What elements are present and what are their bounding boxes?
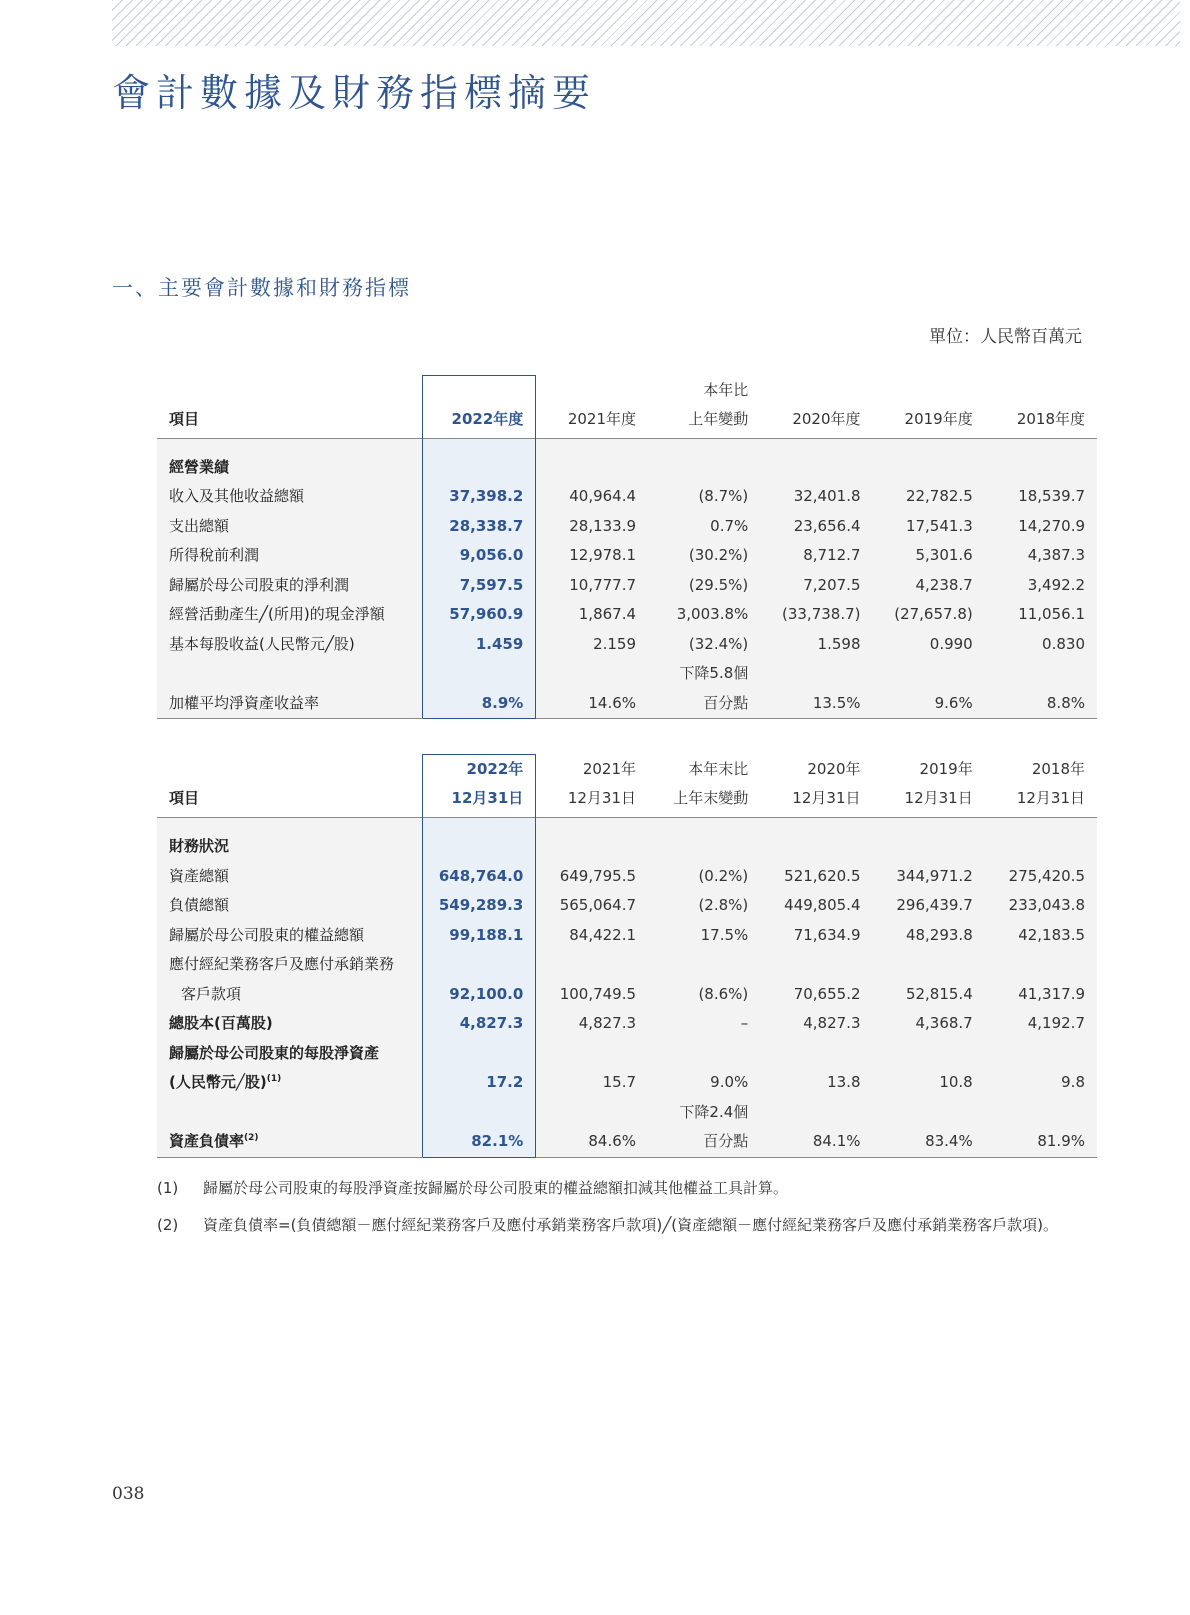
table-row bbox=[157, 600, 1097, 630]
cell-2021: 100,749.5 bbox=[559, 984, 637, 1003]
cell-2020: 13.5% bbox=[760, 689, 872, 719]
row-label-line1: 歸屬於母公司股東的每股淨資產 bbox=[169, 1043, 380, 1062]
table-header-row bbox=[157, 376, 1097, 439]
cell-2022: 4,827.3 bbox=[423, 1009, 536, 1039]
cell-2018: 233,043.8 bbox=[1008, 896, 1085, 914]
cell-2022: 99,188.1 bbox=[423, 921, 536, 951]
financial-position-table bbox=[157, 754, 1097, 1158]
cell-change: (2.8%) bbox=[698, 896, 749, 914]
cell-2020: 7,207.5 bbox=[803, 575, 861, 594]
cell-2020: 84.1% bbox=[760, 1127, 872, 1157]
cell-2021: 565,064.7 bbox=[559, 896, 637, 914]
footnotes bbox=[157, 1175, 1097, 1249]
cell-2019: 10.8 bbox=[939, 1073, 973, 1091]
cell-change-line2: 百分點 bbox=[648, 1127, 760, 1157]
cell-2018: 3,492.2 bbox=[1027, 575, 1085, 594]
cell-2021: 84.6% bbox=[536, 1127, 648, 1157]
page-number: 038 bbox=[112, 1484, 145, 1504]
cell-2021: 649,795.5 bbox=[559, 866, 637, 885]
header-2021: 2021年度 bbox=[567, 409, 637, 428]
cell-2022: 8.9% bbox=[423, 689, 536, 719]
table-row bbox=[157, 512, 1097, 542]
cell-2018: 0.830 bbox=[1042, 634, 1085, 653]
cell-2019: 52,815.4 bbox=[905, 984, 973, 1003]
cell-2020: 449,805.4 bbox=[784, 896, 861, 914]
header-2019: 2019年 12月31日 bbox=[904, 760, 973, 807]
cell-2020: 8,712.7 bbox=[803, 546, 861, 564]
table-row bbox=[157, 1127, 1097, 1157]
section-label: 財務狀況 bbox=[169, 837, 230, 855]
footnote-text: 資產負債率=(負債總額－應付經紀業務客戶及應付承銷業務客戶款項)╱(資產總額－應付經紀業務客戶及應付承銷業務客戶款項)。 bbox=[203, 1216, 1059, 1234]
cell-change: (8.7%) bbox=[698, 487, 749, 505]
row-label-line1: 應付經紀業務客戶及應付承銷業務 bbox=[169, 955, 395, 973]
cell-2022: 37,398.2 bbox=[423, 482, 536, 512]
cell-2019: 4,368.7 bbox=[915, 1014, 973, 1032]
cell-2022: 28,338.7 bbox=[423, 512, 536, 542]
cell-2020: 521,620.5 bbox=[784, 866, 861, 885]
section-title: 一、主要會計數據和財務指標 bbox=[112, 276, 411, 300]
row-label: 支出總額 bbox=[169, 516, 230, 535]
table-row bbox=[157, 891, 1097, 921]
cell-2018: 9.8 bbox=[1061, 1073, 1085, 1091]
cell-2019: 4,238.7 bbox=[915, 575, 973, 594]
header-change: 本年比 上年變動 bbox=[688, 380, 749, 428]
cell-2019: 0.990 bbox=[929, 634, 973, 653]
cell-change: 0.7% bbox=[710, 516, 749, 535]
cell-2022: 92,100.0 bbox=[423, 980, 536, 1010]
row-label-line2: 客戶款項 bbox=[181, 984, 242, 1003]
row-label-line2: (人民幣元╱股)$^{(1)}$ bbox=[169, 1073, 282, 1091]
cell-2019: 22,782.5 bbox=[905, 487, 973, 505]
row-label: 資產總額 bbox=[169, 866, 230, 885]
cell-change: (29.5%) bbox=[688, 575, 749, 594]
cell-change: (30.2%) bbox=[688, 546, 749, 564]
cell-change: 3,003.8% bbox=[676, 605, 749, 623]
cell-2021: 40,964.4 bbox=[569, 487, 637, 505]
table-row bbox=[157, 659, 1097, 689]
cell-change: (8.6%) bbox=[698, 984, 749, 1003]
table-row bbox=[157, 630, 1097, 660]
cell-2018: 4,192.7 bbox=[1027, 1014, 1085, 1032]
cell-2020: 32,401.8 bbox=[793, 487, 861, 505]
header-2021: 2021年 12月31日 bbox=[567, 760, 637, 807]
footnote-number: (2) bbox=[157, 1216, 179, 1234]
row-label: 經營活動產生╱(所用)的現金淨額 bbox=[169, 605, 385, 623]
cell-change: – bbox=[740, 1014, 749, 1032]
cell-2022: 549,289.3 bbox=[423, 891, 536, 921]
cell-2022: 9,056.0 bbox=[423, 541, 536, 571]
header-item: 項目 bbox=[169, 409, 200, 428]
header-2022: 2022年度 bbox=[423, 376, 536, 439]
footnote-text: 歸屬於母公司股東的每股淨資產按歸屬於母公司股東的權益總額扣減其他權益工具計算。 bbox=[203, 1179, 789, 1197]
cell-2019: 17,541.3 bbox=[905, 516, 973, 535]
cell-change-line1: 下降2.4個 bbox=[679, 1102, 749, 1121]
cell-2018: 11,056.1 bbox=[1018, 605, 1085, 623]
cell-2018: 42,183.5 bbox=[1018, 925, 1085, 944]
header-2019: 2019年度 bbox=[904, 409, 973, 428]
table-row bbox=[157, 1068, 1097, 1098]
cell-2019: 48,293.8 bbox=[905, 925, 973, 944]
table-row bbox=[157, 689, 1097, 719]
header-2022: 2022年 12月31日 bbox=[423, 755, 536, 818]
cell-2021: 4,827.3 bbox=[578, 1014, 637, 1032]
cell-2018: 81.9% bbox=[985, 1127, 1097, 1157]
cell-2019: 83.4% bbox=[873, 1127, 985, 1157]
header-2020: 2020年度 bbox=[792, 409, 861, 428]
cell-2021: 14.6% bbox=[536, 689, 648, 719]
table-row bbox=[157, 1098, 1097, 1128]
cell-2021: 28,133.9 bbox=[569, 516, 637, 535]
row-label: 所得稅前利潤 bbox=[169, 546, 260, 564]
cell-change-line1: 下降5.8個 bbox=[679, 664, 749, 682]
header-item: 項目 bbox=[169, 789, 200, 807]
table-row bbox=[157, 862, 1097, 892]
cell-2021: 12,978.1 bbox=[569, 546, 637, 564]
cell-2020: 13.8 bbox=[827, 1073, 861, 1091]
cell-2019: (27,657.8) bbox=[894, 605, 973, 623]
cell-2021: 2.159 bbox=[593, 634, 637, 653]
cell-2020: 71,634.9 bbox=[793, 925, 861, 944]
row-label: 負債總額 bbox=[169, 896, 230, 914]
unit-label: 單位：人民幣百萬元 bbox=[929, 327, 1082, 347]
table-row bbox=[157, 1039, 1097, 1069]
row-label: 收入及其他收益總額 bbox=[169, 487, 305, 505]
row-label: 資產負債率$^{(2)}$ bbox=[157, 1127, 423, 1157]
cell-2020: (33,738.7) bbox=[781, 605, 861, 623]
cell-2022: 82.1% bbox=[423, 1127, 536, 1157]
cell-change: 9.0% bbox=[710, 1073, 749, 1091]
row-label: 歸屬於母公司股東的淨利潤 bbox=[169, 575, 350, 594]
cell-2018: 14,270.9 bbox=[1018, 516, 1085, 535]
table-row bbox=[157, 1009, 1097, 1039]
cell-2019: 296,439.7 bbox=[896, 896, 973, 914]
cell-2022: 17.2 bbox=[423, 1068, 536, 1098]
cell-2022: 1.459 bbox=[423, 630, 536, 660]
cell-2022: 648,764.0 bbox=[423, 862, 536, 892]
table-header-row bbox=[157, 755, 1097, 818]
table-row bbox=[157, 571, 1097, 601]
cell-2021: 84,422.1 bbox=[569, 925, 637, 944]
footnote bbox=[157, 1212, 1097, 1239]
row-label: 歸屬於母公司股東的權益總額 bbox=[169, 925, 365, 944]
operating-results-table bbox=[157, 375, 1097, 719]
table-row bbox=[157, 980, 1097, 1010]
cell-2019: 5,301.6 bbox=[915, 546, 973, 564]
table-row bbox=[157, 950, 1097, 980]
cell-2018: 4,387.3 bbox=[1027, 546, 1085, 564]
header-2018: 2018年度 bbox=[1016, 409, 1085, 428]
header-hatch-band bbox=[112, 0, 1180, 46]
section-label: 經營業績 bbox=[169, 457, 230, 476]
row-label: 加權平均淨資產收益率 bbox=[157, 689, 423, 719]
cell-2020: 4,827.3 bbox=[803, 1014, 861, 1032]
header-change: 本年末比 上年末變動 bbox=[673, 760, 749, 807]
cell-2018: 275,420.5 bbox=[1008, 866, 1085, 885]
cell-change: 17.5% bbox=[700, 925, 749, 944]
cell-2019: 9.6% bbox=[873, 689, 985, 719]
cell-2021: 1,867.4 bbox=[578, 605, 637, 623]
cell-2018: 41,317.9 bbox=[1018, 984, 1085, 1003]
cell-change: (32.4%) bbox=[688, 634, 749, 653]
section-row bbox=[157, 832, 1097, 862]
cell-2018: 8.8% bbox=[985, 689, 1097, 719]
footnote-number: (1) bbox=[157, 1179, 179, 1197]
footnote-ref: (2) bbox=[244, 1133, 259, 1143]
section-row bbox=[157, 453, 1097, 483]
cell-2021: 15.7 bbox=[602, 1073, 637, 1091]
cell-change-line2: 百分點 bbox=[648, 689, 760, 719]
cell-2019: 344,971.2 bbox=[896, 866, 973, 885]
footnote bbox=[157, 1175, 1097, 1202]
cell-2020: 23,656.4 bbox=[793, 516, 861, 535]
cell-2020: 1.598 bbox=[817, 634, 861, 653]
cell-2018: 18,539.7 bbox=[1018, 487, 1085, 505]
cell-2020: 70,655.2 bbox=[793, 984, 861, 1003]
cell-change: (0.2%) bbox=[698, 866, 749, 885]
table-row bbox=[157, 921, 1097, 951]
cell-2021: 10,777.7 bbox=[569, 575, 637, 594]
page-title: 會計數據及財務指標摘要 bbox=[112, 71, 597, 115]
footnote-ref: (1) bbox=[266, 1074, 282, 1084]
header-2018: 2018年 12月31日 bbox=[1016, 760, 1085, 807]
table-row bbox=[157, 482, 1097, 512]
header-2020: 2020年 12月31日 bbox=[792, 760, 861, 807]
row-label: 總股本(百萬股) bbox=[169, 1014, 273, 1032]
cell-2022: 57,960.9 bbox=[423, 600, 536, 630]
row-label: 基本每股收益(人民幣元╱股) bbox=[169, 634, 355, 653]
table-row bbox=[157, 541, 1097, 571]
cell-2022: 7,597.5 bbox=[423, 571, 536, 601]
